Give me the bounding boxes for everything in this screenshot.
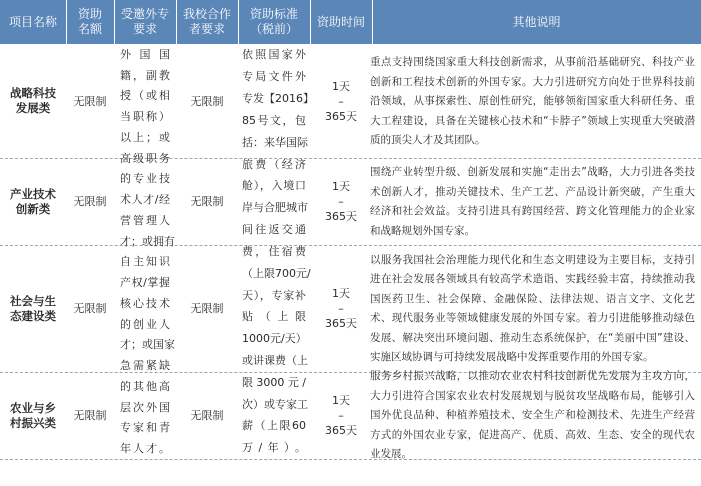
project-name: 战略科技 发展类 xyxy=(10,86,56,115)
text-line: 授（或相 xyxy=(120,89,170,103)
funding-standard-text xyxy=(242,44,314,459)
partner-value: 无限制 xyxy=(190,94,224,108)
header-divider xyxy=(66,0,67,44)
header-divider xyxy=(372,0,373,44)
text-line: 专家和青 xyxy=(120,421,170,435)
text-line: 薪（上限60 xyxy=(242,419,306,433)
header-divider xyxy=(114,0,115,44)
header-divider xyxy=(238,0,239,44)
text-line: 以上；或 xyxy=(120,130,170,144)
amount-value: 无限制 xyxy=(73,94,107,108)
text-line: 费，住宿费 xyxy=(242,244,306,258)
text-line: 高级职务 xyxy=(120,151,170,165)
text-line: 括：来华国际 xyxy=(242,135,308,149)
text-line: 或讲课费（上 xyxy=(242,354,308,367)
partner-value: 无限制 xyxy=(190,409,224,422)
text-line: 急需紧缺 xyxy=(120,359,170,373)
time-value: 1天 – 365天 xyxy=(325,79,357,123)
note-text: 重点支持围绕国家重大科技创新需求，从事前沿基础研究、科技产业创新和工程技术创新的外国专家。大力引进研究方向处于世界科技前沿领域，从事探索性、原创性研究，能够领衔国家重大科研任务、重大工程建设，具备在关键核心技术和“卡脖子”领域上实现重大突破潜质的顶尖人才及其团队。 xyxy=(370,56,695,147)
time-value: 1天 – 365天 xyxy=(325,180,357,223)
text-line: 贴（上限 xyxy=(242,310,306,324)
project-name: 社会与生 态建设类 xyxy=(10,293,56,323)
partner-value: 无限制 xyxy=(190,302,224,315)
invited-requirements-text xyxy=(120,44,175,459)
text-line: 术人才/经 xyxy=(120,193,170,207)
text-line: 外国国 xyxy=(120,47,170,61)
note-text: 服务乡村振兴战略，以推动农业农村科技创新优先发展为主攻方向，大力引进符合国家农业农村发展规划与脱贫攻坚战略布局，能够引入国外优良品种、种植养殖技术、安全生产和检测技术、先进生产经营方式的外国农业专家，促进高产、优质、高效、生态、安全的现代农业发展。 xyxy=(370,370,695,461)
text-line: （上限700元/ xyxy=(242,266,311,280)
text-line: 营管理人 xyxy=(120,213,170,227)
header-project-name: 项目名称 xyxy=(8,14,57,29)
header-amount: 资助 名额 xyxy=(77,7,102,36)
note-text: 以服务我国社会治理能力现代化和生态文明建设为主要目标，支持引进在社会发展各领域具有较高学术造诣、实践经验丰富，持续推动我国医药卫生、社会保障、金融保险、法律法规、语言文字、文化艺术、现代服务业等领域健康发展的外国专家。着力引进能够推动绿色发展、解决突出环境问题、推动生态系统保护，在“美丽中国”建设、实施区域协调与可持续发展战略中发挥重要作用的外国专家。 xyxy=(370,253,695,363)
note-text: 围绕产业转型升级、创新发展和实施“走出去”战略，大力引进各类技术创新人才，推动关键技术、生产工艺、产品设计新突破，产生重大经济和社会效益。支持引进具有跨国经营、跨文化管理能力的企业家和战略规划外国专家。 xyxy=(370,166,695,237)
text-line: 天），专家补 xyxy=(242,288,306,302)
text-line: 1000元/天） xyxy=(242,332,307,346)
text-line: 旅费（经济 xyxy=(242,157,306,171)
text-line: 当职称） xyxy=(120,110,170,124)
text-line: 舱），入境口 xyxy=(242,179,306,193)
header-invited-requirements: 受邀外专 要求 xyxy=(120,7,169,36)
header-divider xyxy=(310,0,311,44)
text-line: 才；或拥有 xyxy=(120,234,175,248)
project-name: 农业与乡 村振兴类 xyxy=(10,400,56,430)
text-line: 85号文，包 xyxy=(242,113,306,127)
text-line: 自主知识 xyxy=(120,255,170,269)
time-value: 1天 – 365天 xyxy=(325,394,357,437)
text-line: 的专业技 xyxy=(120,172,170,186)
text-line: 才；或国家 xyxy=(120,338,175,352)
text-line: 产权/掌握 xyxy=(120,276,170,290)
header-standard: 资助标准 （税前） xyxy=(249,7,298,36)
header-partner-requirements: 我校合作 者要求 xyxy=(182,7,231,36)
text-line: 的其他高 xyxy=(120,379,170,393)
amount-value: 无限制 xyxy=(73,195,107,208)
text-line: 万/年）。 xyxy=(242,441,306,455)
text-line: 岸与合肥城市 xyxy=(242,201,308,215)
text-line: 专局文件外 xyxy=(242,70,306,84)
time-value: 1天 – 365天 xyxy=(325,287,357,330)
text-line: 年人才。 xyxy=(120,442,170,456)
header-divider xyxy=(176,0,177,44)
amount-value: 无限制 xyxy=(73,409,107,422)
text-line: 籍，副教 xyxy=(120,68,170,82)
text-line: 的创业人 xyxy=(120,317,170,331)
header-time: 资助时间 xyxy=(316,14,365,29)
text-line: 次）或专家工 xyxy=(242,397,308,411)
text-line: 依照国家外 xyxy=(242,48,306,62)
partner-value: 无限制 xyxy=(190,195,224,208)
text-line: 专发【2016】 xyxy=(242,92,314,106)
header-notes: 其他说明 xyxy=(512,14,561,29)
text-line: 限3000元/ xyxy=(242,375,306,389)
amount-value: 无限制 xyxy=(73,302,107,315)
text-line: 间往返交通 xyxy=(242,223,306,237)
text-line: 核心技术 xyxy=(120,296,170,310)
text-line: 层次外国 xyxy=(120,400,170,414)
project-name: 产业技术 创新类 xyxy=(10,186,56,216)
